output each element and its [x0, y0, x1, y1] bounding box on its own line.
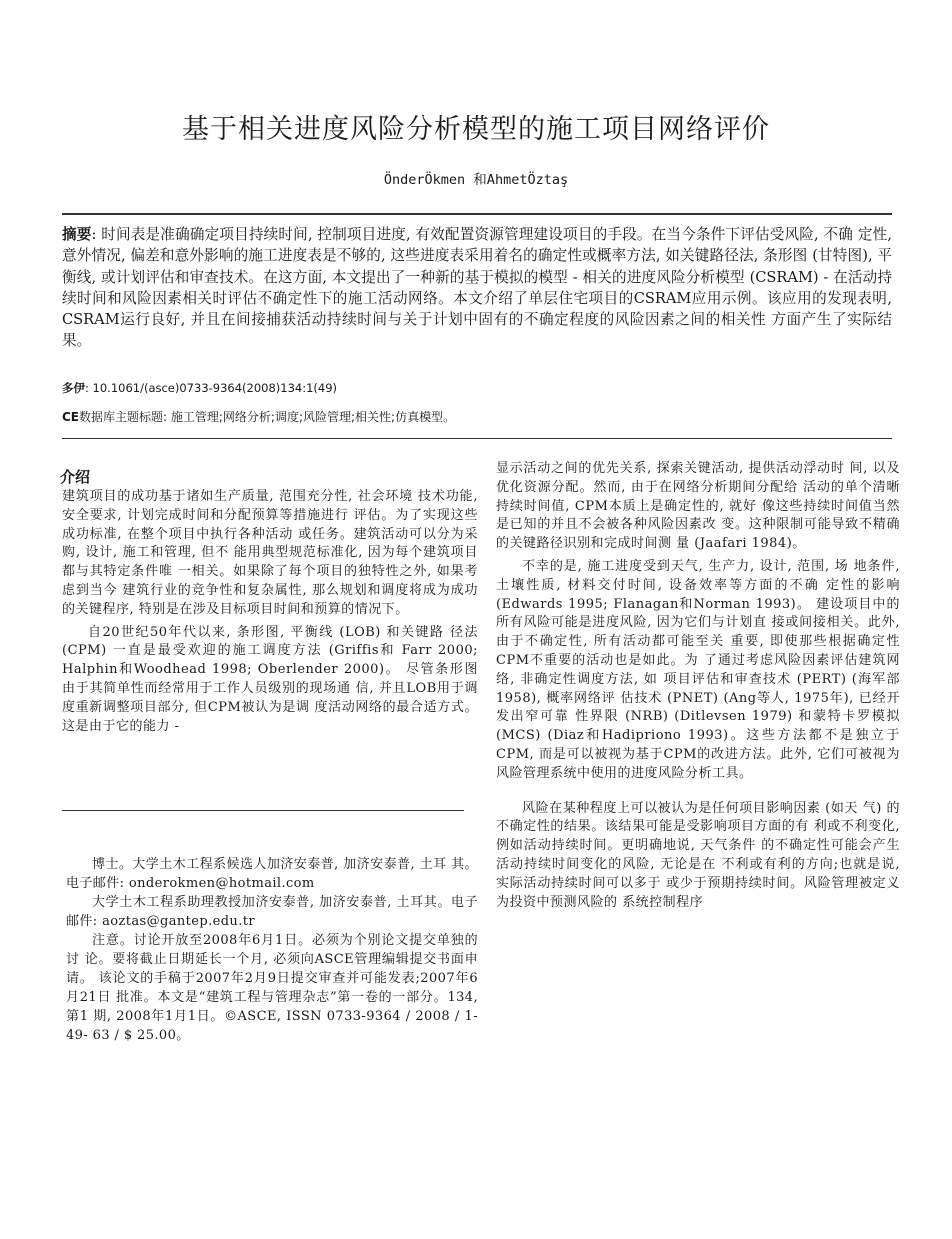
intro-paragraph-4: 不幸的是, 施工进度受到天气, 生产力, 设计, 范围, 场 地条件, 土壤性质, 材料交付时间, 设备效率等方面的不确 定性的影响 (Edwards 1995; Flanagan和Norman 1993)。 建设项目中的所有风险可能是进度风险, 因为它们与计划直 接或间接相关。此外, 由于不确定性, 所有活动都可能至关 重要, 即使那些根据确定性CPM不重要的活动也是如此。为 了通过考虑风险因素评估建筑网络, 非确定性调度方法, 如 项目评估和审查技术 (PERT) (海军部1958), 概率网络评 估技术 (PNET) (Ang等人, 1975年), 已经开发出窄可靠 性界限 (NRB) (Ditlevsen 1979) 和蒙特卡罗模拟 (MCS) (Diaz和Hadipriono 1993)。这些方法都不是独立于CPM, 而是可以被视为基于CPM的改进方法。此外, 它们可被视为 风险管理系统中使用的进度风险分析工具。	[496, 558, 900, 781]
footnotes	[66, 855, 478, 1045]
left-column	[62, 488, 478, 736]
keywords-label: CE	[62, 410, 80, 424]
doi-text: : 10.1061/(asce)0733-9364(2008)134:1(49)	[85, 381, 338, 395]
keywords-line	[62, 408, 455, 425]
abstract	[62, 224, 892, 352]
bottom-rule	[62, 438, 892, 439]
abstract-text: : 时间表是准确确定项目持续时间, 控制项目进度, 有效配置资源管理建设项目的手段。在当今条件下评估受风险, 不确 定性, 意外情况, 偏差和意外影响的施工进度表是不够的, 这些进度表采用着名的确定性或概率方法, 如关键路径法, 条形图 (甘特图), 平衡线, 或计划评估和审查技术。在这方面, 本文提出了一种新的基于模拟的模型 - 相关的进度风险分析模型 (CSRAM) - 在活动持续时间和风险因素相关时评估不确定性下的施工活动网络。本文介绍了单层住宅项目的CSRAM应用示例。该应用的发现表明, CSRAM运行良好, 并且在间接捕获活动持续时间与关于计划中固有的不确定程度的风险因素之间的相关性 方面产生了实际结果。	[62, 226, 892, 350]
intro-paragraph-5: 风险在某种程度上可以被认为是任何项目影响因素 (如天 气) 的不确定性的结果。该结果可能是受影响项目方面的有 利或不利变化, 例如活动持续时间。更明确地说, 天气条件 的不确定性可能会产生活动持续时间变化的风险, 无论是在 不利或有利的方向;也就是说, 实际活动持续时间可以多于 或少于预期持续时间。风险管理被定义为投资中预测风险的 系统控制程序	[496, 800, 900, 910]
doi-label: 多伊	[62, 381, 85, 395]
footnote-2: 大学土木工程系助理教授加济安泰普, 加济安泰普, 土耳其。电子邮件: aoztas@gantep.edu.tr	[66, 895, 478, 929]
section-heading: 介绍	[60, 468, 91, 486]
right-column	[496, 460, 900, 912]
intro-paragraph-2: 自20世纪50年代以来, 条形图, 平衡线 (LOB) 和关键路 径法 (CPM) 一直是最受欢迎的施工调度方法 (Griffis和 Farr 2000; Halphin和Woodhead 1998; Oberlender 2000)。 尽管条形图由于其简单性而经常用于工作人员级别的现场通 信, 并且LOB用于调度重新调整项目部分, 但CPM被认为是调 度活动网络的最合适方式。这是由于它的能力 -	[62, 624, 478, 734]
footnote-rule	[62, 810, 464, 811]
intro-paragraph-1: 建筑项目的成功基于诸如生产质量, 范围充分性, 社会环境 技术功能, 安全要求, 计划完成时间和分配预算等措施进行 评估。为了实现这些成功标准, 在整个项目中执行各种活动 或任务。建筑活动可以分为采购, 设计, 施工和管理, 但不 能用典型规范标准化, 因为每个建筑项目都与其特定条件唯 一相关。如果除了每个项目的独特性之外, 如果考虑到当今 建筑行业的竞争性和复杂属性, 那么规划和调度将成为成功 的关键程序, 特别是在涉及目标项目时间和预算的情况下。	[62, 489, 478, 617]
footnote-3: 注意。讨论开放至2008年6月1日。必须为个别论文提交单独的讨 论。要将截止日期延长一个月, 必须向ASCE管理编辑提交书面申请。 该论文的手稿于2007年2月9日提交审查并可能发表;2007年6月21日 批准。本文是“建筑工程与管理杂志”第一卷的一部分。134, 第1 期, 2008年1月1日。©ASCE, ISSN 0733-9364 / 2008 / 1-49- 63 / $ 25.00。	[66, 933, 478, 1043]
top-rule	[62, 213, 892, 215]
paper-title: 基于相关进度风险分析模型的施工项目网络评价	[182, 114, 770, 145]
abstract-label: 摘要	[62, 226, 92, 243]
keywords-text: 数据库主题标题: 施工管理;网络分析;调度;风险管理;相关性;仿真模型。	[79, 410, 456, 424]
footnote-1: 博士。大学土木工程系候选人加济安泰普, 加济安泰普, 土耳 其。电子邮件: onderokmen@hotmail.com	[66, 857, 478, 891]
intro-paragraph-3: 显示活动之间的优先关系, 探索关键活动, 提供活动浮动时 间, 以及优化资源分配。然而, 由于在网络分析期间分配给 活动的单个清晰持续时间值, CPM本质上是确定性的, 就好 像这些持续时间值当然是已知的并且不会被各种风险因素改 变。这种限制可能导致不精确的关键路径识别和完成时间测 量 (Jaafari 1984)。	[496, 461, 900, 552]
authors: ÖnderÖkmen 和AhmetÖztaş	[383, 172, 569, 188]
doi-line	[62, 380, 337, 396]
